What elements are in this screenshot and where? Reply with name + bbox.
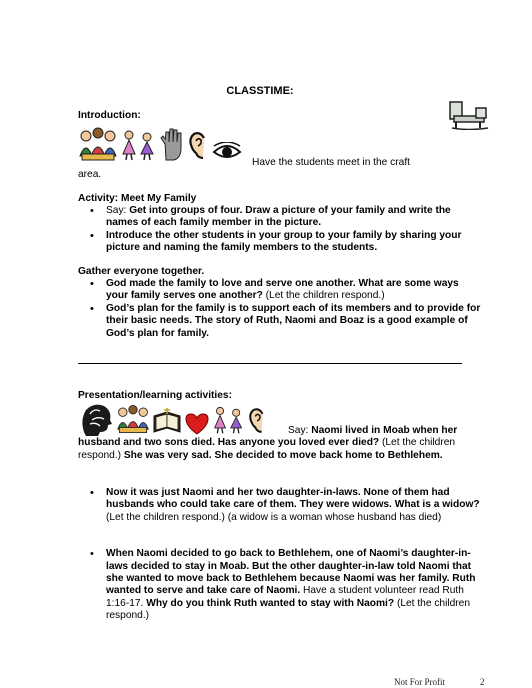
section-divider [78, 363, 462, 364]
activity-list [78, 205, 483, 255]
footer-label: Not For Profit [394, 677, 446, 687]
intro-icon-row [78, 126, 242, 162]
presentation-list [78, 487, 483, 623]
presentation-heading: Presentation/learning activities: [78, 390, 232, 401]
presentation-paragraph: Say: Naomi lived in Moab when her husband and two sons died. Has anyone you loved ever died? (Let the children respond.) She was very sad. She decided to move back home to Bethlehem. [78, 425, 458, 461]
list-item: • Introduce the other students in your group to your family by sharing your picture and naming the family members to the students. [78, 230, 483, 255]
intro-text-line1: Have the students meet in the craft [252, 157, 410, 168]
intro-heading: Introduction: [78, 110, 141, 121]
list-item: • Say: Get into groups of four. Draw a picture of your family and write the names of each family member in the picture. [78, 205, 483, 230]
gather-heading: Gather everyone together. [78, 266, 205, 277]
page-number: 2 [480, 677, 485, 687]
people-pair-icon [120, 126, 158, 162]
hand-icon [160, 126, 186, 162]
page-title: CLASSTIME: [226, 85, 294, 97]
group-icon [78, 126, 118, 162]
list-item: • God made the family to love and serve one another. What are some ways your family serves one another? (Let the children respond.) [78, 278, 483, 303]
activity-heading: Activity: Meet My Family [78, 193, 197, 204]
chair-icon [448, 100, 492, 134]
gather-list [78, 278, 483, 340]
eye-icon [212, 142, 242, 162]
list-item: • God’s plan for the family is to support each of its members and to provide for their basic needs. The story of Ruth, Naomi and Boaz is a good example of God’s plan for family. [78, 303, 483, 340]
list-item: • When Naomi decided to go back to Bethlehem, one of Naomi’s daughter-in-laws decided to stay in Moab. But the other daughter-in-law told Naomi that she wanted to move back to Bethlehem because Naomi was her family. Ruth wanted to serve and take care of Naomi. Have a student volunteer read Ruth 1:16-17. Why do you think Ruth wanted to stay with Naomi? (Let the children respond.) [78, 548, 483, 622]
list-item: • Now it was just Naomi and her two daughter-in-laws. None of them had husbands who could take care of them. They were widows. What is a widow? (Let the children respond.) (a widow is a woman whose husband has died) [78, 487, 483, 524]
ear-icon [188, 130, 210, 162]
intro-text-line2: area. [78, 169, 102, 180]
